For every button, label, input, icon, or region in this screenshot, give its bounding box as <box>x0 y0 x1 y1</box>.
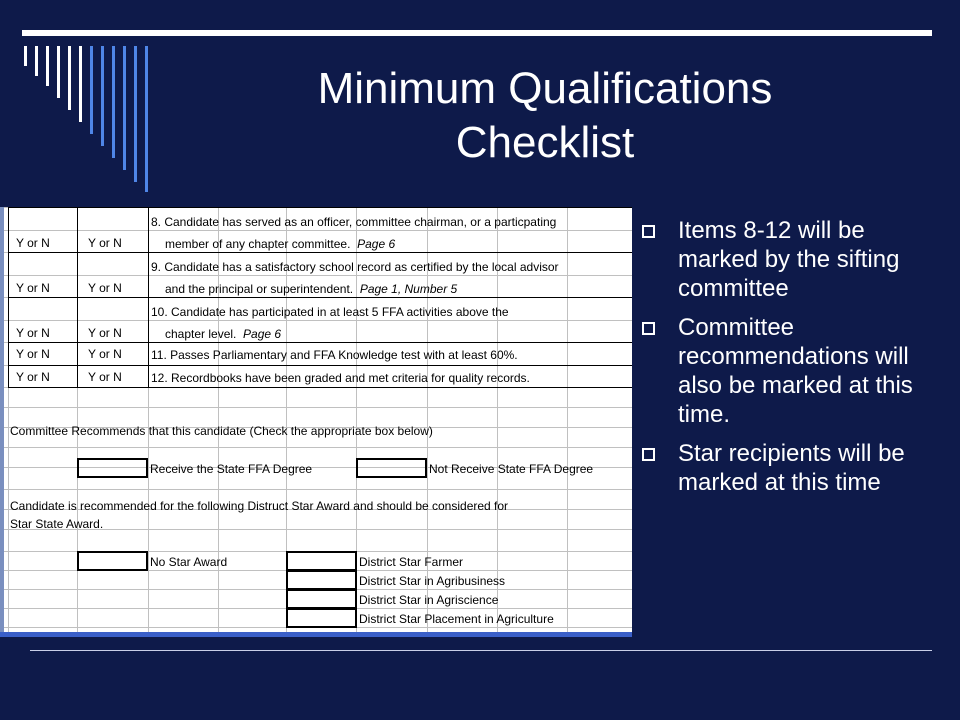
decorative-stripe <box>145 46 148 192</box>
decorative-stripe <box>79 46 82 122</box>
gridline <box>567 207 568 632</box>
star-placement-checkbox[interactable] <box>286 608 357 628</box>
slide-title <box>250 62 840 170</box>
table-border <box>77 207 78 387</box>
decorative-stripe <box>24 46 27 66</box>
bottom-rule <box>30 650 932 651</box>
receive-degree-checkbox[interactable] <box>77 458 148 478</box>
table-border <box>8 252 632 253</box>
yn-cell: Y or N <box>88 347 122 361</box>
gridline <box>0 275 632 276</box>
yn-cell: Y or N <box>16 326 50 340</box>
yn-cell: Y or N <box>88 326 122 340</box>
star-option-farmer: District Star Farmer <box>359 555 464 569</box>
item-10-line2: chapter level. Page 6 <box>165 327 282 341</box>
decorative-stripe <box>101 46 104 146</box>
item-9-line1: 9. Candidate has a satisfactory school record as certified by the local advisor <box>151 260 559 274</box>
yn-cell: Y or N <box>88 281 122 295</box>
item-10-line1: 10. Candidate has participated in at least 5 FFA activities above the <box>151 305 509 319</box>
table-border <box>8 342 632 343</box>
decorative-stripe <box>35 46 38 76</box>
no-star-checkbox[interactable] <box>77 551 148 571</box>
decorative-stripe <box>46 46 49 86</box>
table-border <box>8 207 9 387</box>
gridline <box>0 320 632 321</box>
bullet-item: Committee recommendations will also be marked at this time. <box>640 313 950 429</box>
item-12-line1: 12. Recordbooks have been graded and met criteria for quality records. <box>151 371 530 385</box>
sheet-left-edge <box>0 207 4 637</box>
checklist-spreadsheet <box>0 207 632 637</box>
star-option-placement: District Star Placement in Agriculture <box>359 612 554 626</box>
gridline <box>0 230 632 231</box>
bullet-item: Star recipients will be marked at this time <box>640 439 950 497</box>
table-border <box>8 297 632 298</box>
committee-recommends-label: Committee Recommends that this candidate (Check the appropriate box below) <box>10 424 433 438</box>
table-border <box>8 387 632 388</box>
decorative-stripe <box>123 46 126 170</box>
item-9-line2: and the principal or superintendent. Page 1, Number 5 <box>165 282 458 296</box>
decorative-stripe <box>134 46 137 182</box>
item-8-line1: 8. Candidate has served as an officer, committee chairman, or a particpating <box>151 215 557 229</box>
title-line-2: Checklist <box>455 118 635 167</box>
item-11-line1: 11. Passes Parliamentary and FFA Knowledge test with at least 60%. <box>151 348 518 362</box>
table-border <box>8 207 632 208</box>
decorative-stripe <box>57 46 60 98</box>
table-border <box>148 207 149 387</box>
bullet-item: Items 8-12 will be marked by the sifting committee <box>640 216 950 303</box>
star-agribusiness-checkbox[interactable] <box>286 570 357 590</box>
receive-degree-label: Receive the State FFA Degree <box>150 462 313 476</box>
yn-cell: Y or N <box>88 236 122 250</box>
star-recommend-line1: Candidate is recommended for the following Distruct Star Award and should be considered for <box>10 499 509 513</box>
yn-cell: Y or N <box>16 347 50 361</box>
decorative-stripe <box>90 46 93 134</box>
gridline <box>0 407 632 408</box>
gridline <box>0 489 632 490</box>
not-receive-degree-checkbox[interactable] <box>356 458 427 478</box>
square-bullet-icon <box>642 225 655 238</box>
square-bullet-icon <box>642 322 655 335</box>
top-rule <box>22 30 932 36</box>
square-bullet-icon <box>642 448 655 461</box>
not-receive-degree-label: Not Receive State FFA Degree <box>429 462 594 476</box>
star-option-agriscience: District Star in Agriscience <box>359 593 499 607</box>
decorative-stripe <box>112 46 115 158</box>
bullet-list <box>640 216 950 507</box>
yn-cell: Y or N <box>16 370 50 384</box>
decorative-stripe <box>68 46 71 110</box>
star-option-agribusiness: District Star in Agribusiness <box>359 574 506 588</box>
yn-cell: Y or N <box>16 236 50 250</box>
sheet-scroll-bar <box>0 632 632 637</box>
gridline <box>0 447 632 448</box>
star-agriscience-checkbox[interactable] <box>286 589 357 609</box>
yn-cell: Y or N <box>16 281 50 295</box>
no-star-label: No Star Award <box>150 555 228 569</box>
item-8-line2: member of any chapter committee. Page 6 <box>165 237 396 251</box>
star-farmer-checkbox[interactable] <box>286 551 357 571</box>
yn-cell: Y or N <box>88 370 122 384</box>
table-border <box>8 365 632 366</box>
title-line-1: Minimum Qualifications <box>317 64 773 113</box>
star-recommend-line2: Star State Award. <box>10 517 104 531</box>
